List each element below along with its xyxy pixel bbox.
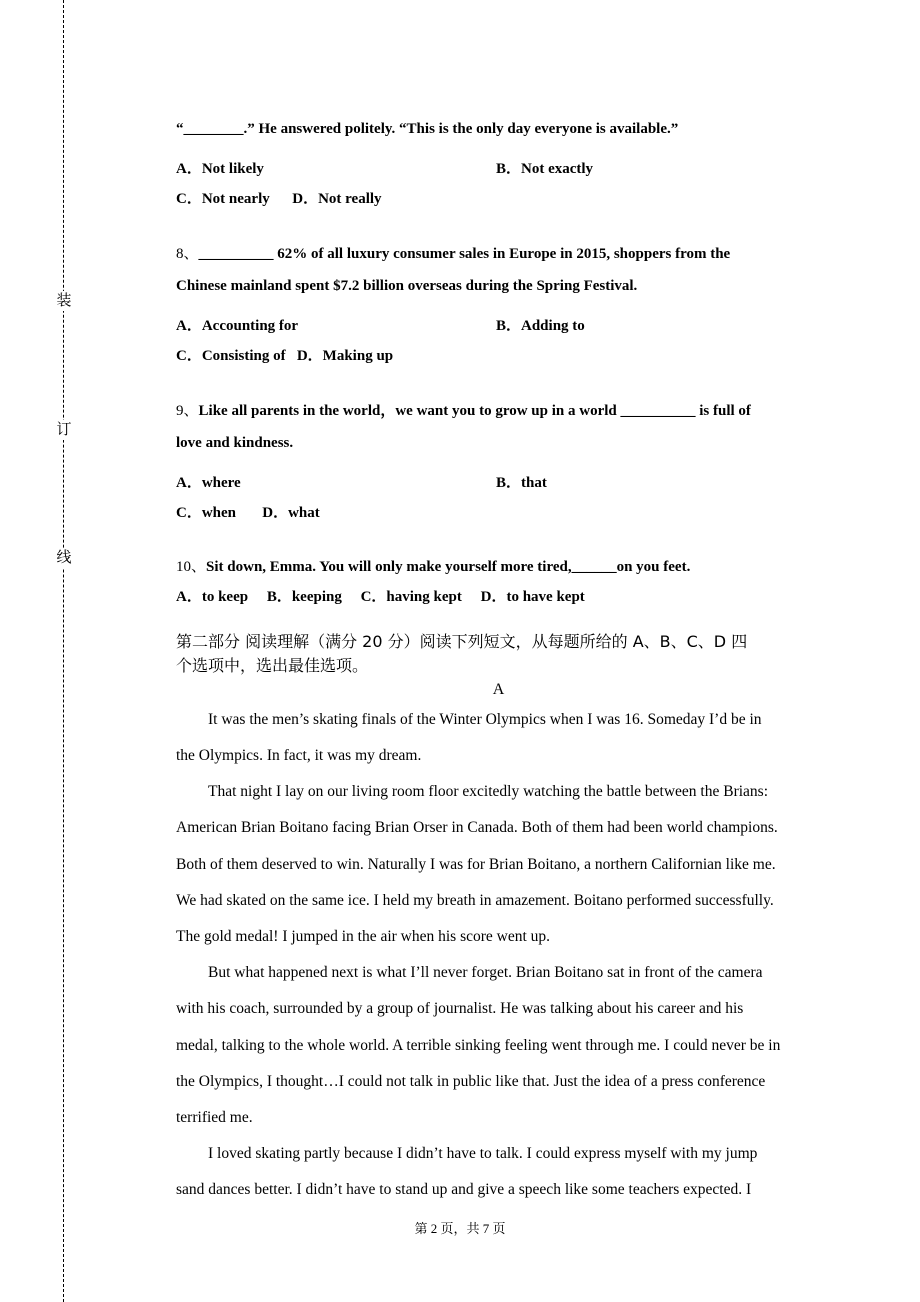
section-heading-line2: 个选项中，选出最佳选项。: [176, 656, 369, 675]
passage-line: The gold medal! I jumped in the air when his score went up.: [176, 928, 551, 945]
passage-line: medal, talking to the whole world. A terrible sinking feeling went through me. I could never be in: [176, 1037, 781, 1054]
q9-stem-line2: love and kindness.: [176, 435, 294, 451]
q7-option-a: A．Not likely: [176, 161, 264, 177]
passage-line: with his coach, surrounded by a group of journalist. He was talking about his career and his: [176, 1000, 744, 1017]
passage-line: the Olympics, I thought…I could not talk in public like that. Just the idea of a press conference: [176, 1073, 766, 1090]
passage-line: That night I lay on our living room floor excitedly watching the battle between the Brians:: [208, 783, 769, 800]
section-heading: [176, 630, 821, 678]
q9-stem-line1: [176, 399, 751, 420]
section-heading-line1: 第二部分 阅读理解（满分 20 分）阅读下列短文，从每题所给的 A、B、C、D 四: [176, 632, 748, 651]
passage-line: But what happened next is what I’ll never forget. Brian Boitano sat in front of the camera: [208, 964, 763, 981]
passage-line: I loved skating partly because I didn’t have to talk. I could express myself with my jump: [208, 1145, 758, 1162]
q8-option-a: A．Accounting for: [176, 318, 299, 334]
q10-options: A．to keep B．keeping C．having kept D．to have kept: [176, 589, 585, 605]
passage-line: terrified me.: [176, 1109, 253, 1126]
q7-stem: “________.” He answered politely. “This is the only day everyone is available.”: [176, 121, 679, 137]
binding-char-xian: 线: [54, 548, 74, 568]
passage-line: Both of them deserved to win. Naturally I was for Brian Boitano, a northern Californian like me.: [176, 856, 776, 873]
q8-option-cd: C．Consisting of D．Making up: [176, 348, 394, 364]
q10-stem: [176, 555, 690, 576]
binding-char-zhuang: 装: [54, 291, 74, 311]
passage-letter: A: [492, 681, 505, 698]
q8-stem-line1: [176, 242, 730, 263]
q7-option-cd: C．Not nearly D．Not really: [176, 191, 382, 207]
passage-line: It was the men’s skating finals of the Winter Olympics when I was 16. Someday I’d be in: [208, 711, 762, 728]
passage-line: American Brian Boitano facing Brian Orser in Canada. Both of them had been world champions.: [176, 819, 778, 836]
q8-number: 8、: [176, 246, 199, 262]
binding-dashed-line: [63, 0, 64, 1302]
q8-stem-line2: Chinese mainland spent $7.2 billion overseas during the Spring Festival.: [176, 278, 638, 294]
q7-option-b: B．Not exactly: [496, 161, 594, 177]
q9-option-cd: C．when D．what: [176, 505, 320, 521]
q10-number: 10、: [176, 559, 207, 575]
page-footer: 第 2 页，共 7 页: [414, 1221, 506, 1236]
binding-char-ding: 订: [54, 420, 74, 440]
passage-line: sand dances better. I didn’t have to stand up and give a speech like some teachers expected. I: [176, 1181, 752, 1198]
q9-stem-text: Like all parents in the world，we want you to grow up in a world __________ is full of: [198, 403, 751, 419]
q8-option-b: B．Adding to: [496, 318, 585, 334]
q9-option-a: A．where: [176, 475, 241, 491]
q10-stem-text: Sit down, Emma. You will only make yourself more tired,______on you feet.: [206, 559, 691, 575]
q9-option-b: B．that: [496, 475, 547, 491]
q8-stem-text: __________ 62% of all luxury consumer sales in Europe in 2015, shoppers from the: [198, 246, 731, 262]
q9-number: 9、: [176, 403, 199, 419]
passage-line: We had skated on the same ice. I held my breath in amazement. Boitano performed successfully.: [176, 892, 774, 909]
passage-line: the Olympics. In fact, it was my dream.: [176, 747, 422, 764]
